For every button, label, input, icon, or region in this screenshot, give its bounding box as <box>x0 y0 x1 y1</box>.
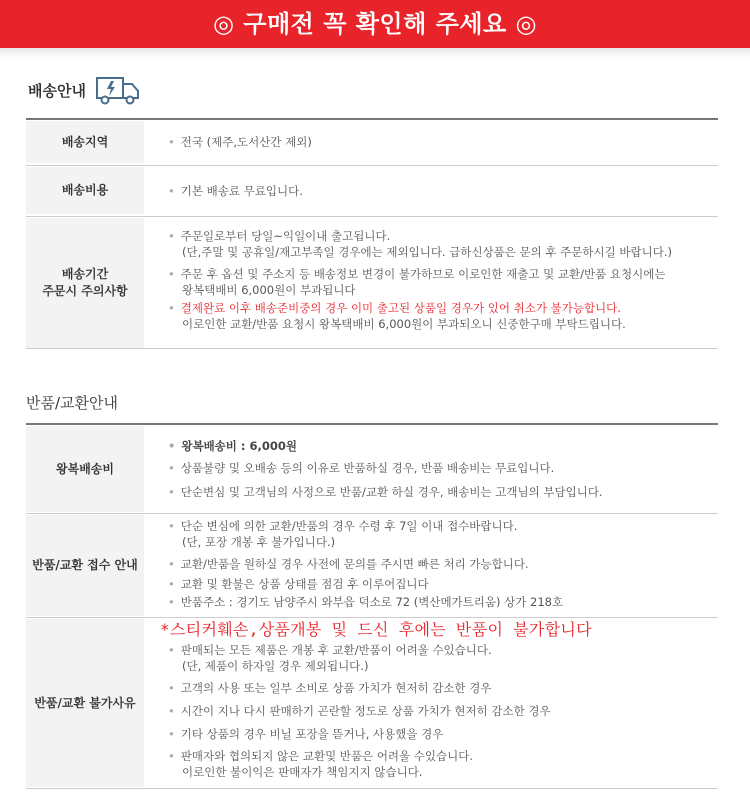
shipping-section-title: 배송안내 <box>28 82 86 100</box>
return-unavailable-label: 반품/교환 불가사유 <box>26 619 144 787</box>
warning-text: *스티커훼손,상품개봉 및 드신 후에는 반품이 불가합니다 <box>160 620 592 639</box>
list-item: • 왕복배송비 : 6,000원 <box>168 438 603 454</box>
return-fee-content <box>168 438 603 500</box>
shipping-period-content <box>168 228 672 332</box>
returns-top-rule <box>26 423 718 425</box>
returns-section-title: 반품/교환안내 <box>26 394 118 412</box>
shipping-area-label: 배송지역 <box>26 121 144 163</box>
shipping-period-label-line2: 주문시 주의사항 <box>42 284 128 298</box>
return-fee-label: 왕복배송비 <box>26 426 144 512</box>
list-item-warning: • 결제완료 이후 배송준비중의 경우 이미 출고된 상품일 경우가 있어 취소가 불가능합니다. <box>168 300 672 316</box>
shipping-bottom-rule <box>26 348 718 349</box>
shipping-cost-value <box>168 183 303 199</box>
shipping-cost-text: • 기본 배송료 무료입니다. <box>168 183 303 199</box>
list-item: • 단순변심 및 고객님의 사정으로 반품/교환 하실 경우, 배송비는 고객님의 부담입니다. <box>168 484 603 500</box>
return-guide-label: 반품/교환 접수 안내 <box>26 515 144 616</box>
list-item: • 주문일로부터 당일~익일이내 출고됩니다. <box>168 228 672 244</box>
banner-shadow <box>0 48 750 58</box>
row-divider <box>26 216 718 217</box>
row-divider <box>26 617 718 618</box>
return-guide-content <box>168 518 563 610</box>
banner-text: ◎ 구매전 꼭 확인해 주세요 ◎ <box>213 10 537 38</box>
list-item: • 교환 및 환불은 상품 상태를 점검 후 이루어집니다 <box>168 576 563 592</box>
shipping-cost-label: 배송비용 <box>26 167 144 214</box>
list-item: • 판매되는 모든 제품은 개봉 후 교환/반품이 어려울 수있습니다. <box>168 642 592 658</box>
row-divider <box>26 165 718 166</box>
shipping-top-rule <box>26 118 718 120</box>
list-item: • 시간이 지나 다시 판매하기 곤란할 정도로 상품 가치가 현저히 감소한 경우 <box>168 703 592 719</box>
return-unavailable-content <box>160 622 592 780</box>
list-item: • 고객의 사용 또는 일부 소비로 상품 가치가 현저히 감소한 경우 <box>168 680 592 696</box>
list-item: • 단순 변심에 의한 교환/반품의 경우 수령 후 7일 이내 접수바랍니다. <box>168 518 563 534</box>
row-divider <box>26 513 718 514</box>
list-item-sub: (단, 제품이 하자일 경우 제외됩니다.) <box>182 659 369 673</box>
list-item-sub: (단, 포장 개봉 후 불가입니다.) <box>182 535 336 549</box>
list-item: • 주문 후 옵션 및 주소지 등 배송정보 변경이 불가하므로 이로인한 재출고 및 교환/반품 요청시에는 <box>168 266 672 282</box>
list-item-sub: 왕복택배비 6,000원이 부과됩니다 <box>182 283 356 297</box>
list-item: • 반품주소 : 경기도 남양주시 와부읍 덕소로 72 (벽산메가트리움) 상가 218호 <box>168 594 563 610</box>
list-item-sub: (단,주말 및 공휴일/재고부족일 경우에는 제외입니다. 급하신상품은 문의 후 주문하시길 바랍니다.) <box>182 245 672 259</box>
list-item: • 판매자와 협의되지 않은 교환및 반품은 어려울 수있습니다. <box>168 748 592 764</box>
returns-bottom-rule <box>26 788 718 789</box>
list-item-sub: 이로인한 교환/반품 요청시 왕복택배비 6,000원이 부과되오니 신중한구매 부탁드립니다. <box>182 317 626 331</box>
list-item-sub: 이로인한 불이익은 판매자가 책임지지 않습니다. <box>182 765 423 779</box>
shipping-period-label-line1: 배송기간 <box>61 267 109 281</box>
truck-icon <box>96 72 140 106</box>
list-item: • 기타 상품의 경우 비닐 포장을 뜯거나, 사용했을 경우 <box>168 726 592 742</box>
page-banner <box>0 0 750 48</box>
list-item: • 상품불량 및 오배송 등의 이유로 반품하실 경우, 반품 배송비는 무료입니다. <box>168 460 603 476</box>
shipping-area-value <box>168 134 312 150</box>
shipping-area-text: • 전국 (제주,도서산간 제외) <box>168 134 312 150</box>
list-item: • 교환/반품을 원하실 경우 사전에 문의를 주시면 빠른 처리 가능합니다. <box>168 556 563 572</box>
shipping-period-label <box>26 218 144 348</box>
